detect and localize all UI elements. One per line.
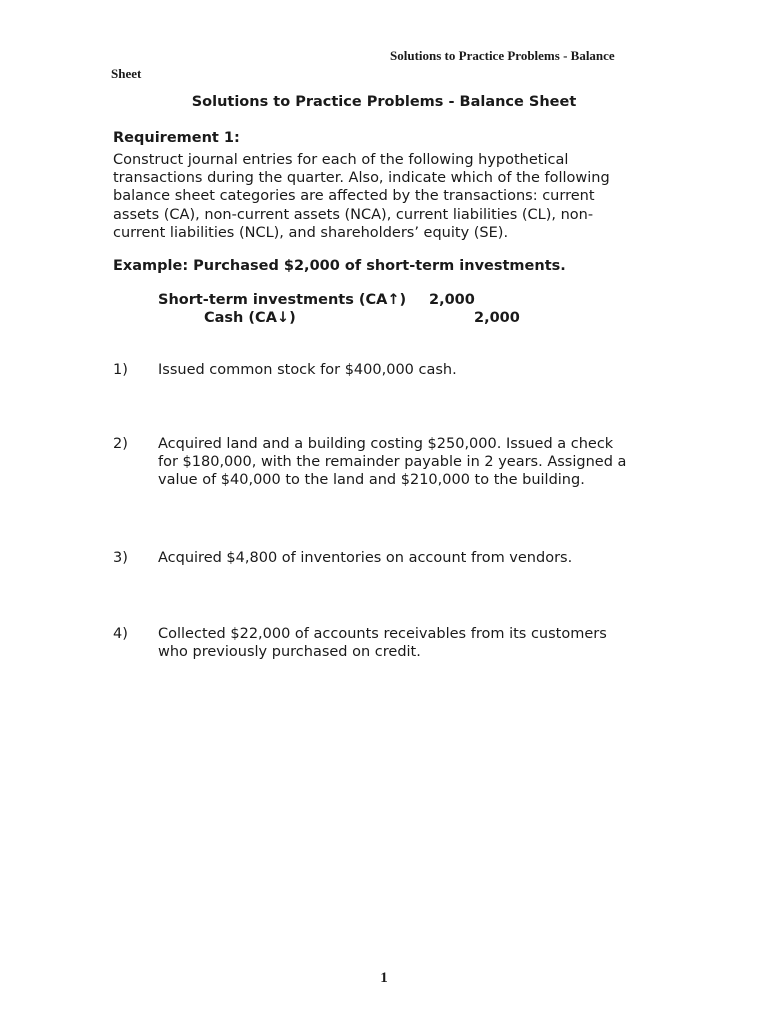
problem-number: 2) <box>113 436 128 452</box>
problem-number: 1) <box>113 362 128 378</box>
document-title: Solutions to Practice Problems - Balance Sheet <box>191 94 577 110</box>
instructions-line: assets (CA), non-current assets (NCA), current liabilities (CL), non- <box>113 206 594 223</box>
journal-debit-amount: 2,000 <box>429 292 475 308</box>
problem-line: Acquired $4,800 of inventories on account from vendors. <box>158 550 573 566</box>
running-header-line-2: Sheet <box>111 66 142 81</box>
problem-number: 4) <box>113 626 128 642</box>
instructions-line: current liabilities (NCL), and shareholders’ equity (SE). <box>113 224 509 241</box>
example-heading: Example: Purchased $2,000 of short-term investments. <box>113 258 566 274</box>
problem-line: Issued common stock for $400,000 cash. <box>158 362 457 378</box>
running-header-line-1: Solutions to Practice Problems - Balance <box>390 48 615 63</box>
problem-text <box>158 549 678 567</box>
journal-credit-amount: 2,000 <box>474 310 520 326</box>
instructions-line: balance sheet categories are affected by the transactions: current <box>113 188 595 205</box>
journal-credit-account: Cash (CA↓) <box>204 310 296 326</box>
problem-text <box>158 435 678 490</box>
requirement-heading: Requirement 1: <box>113 130 240 146</box>
instructions-line: transactions during the quarter. Also, indicate which of the following <box>113 170 610 187</box>
problem-line: Acquired land and a building costing $250,000. Issued a check <box>158 436 614 452</box>
problem-line: value of $40,000 to the land and $210,000 to the building. <box>158 472 585 489</box>
problem-line: Collected $22,000 of accounts receivables from its customers <box>158 626 607 642</box>
journal-debit-account: Short-term investments (CA↑) <box>158 292 407 308</box>
problem-line: for $180,000, with the remainder payable in 2 years. Assigned a <box>158 454 627 471</box>
requirement-instructions <box>113 151 643 242</box>
problem-line: who previously purchased on credit. <box>158 644 421 661</box>
problem-text <box>158 361 678 379</box>
problem-number: 3) <box>113 550 128 566</box>
instructions-line: Construct journal entries for each of the following hypothetical <box>113 152 569 168</box>
page-number: 1 <box>380 970 388 986</box>
problem-text <box>158 625 678 661</box>
